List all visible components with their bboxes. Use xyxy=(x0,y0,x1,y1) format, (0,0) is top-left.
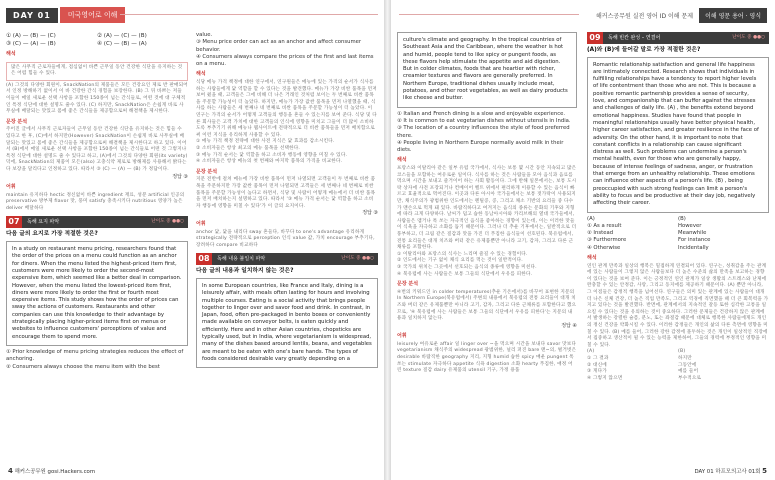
explain-body: 프랑스와 이탈리아 같은 일부 유럽 국가에서, 식사는 보통 몇 시간 동안 지속되고 많은 코스들을 포함하는 여유로운 일이다. 식사를 하는 것은 사람들을 모아 음식과 음료를 먹으며 시간을 보내고 즐거이어 하는 사회 활동이다. 그에 반해 일본에서는, 보통 도시락 상자에 사전 포장되거나 컨베이어 벨트 위에서 편리하게 이용할 수 있는 음식이 빠르고 효율적으로 먹어진다. 이곳과 다른 아시아 국가들에서는 보통 젓가락이 사용되지만, 채식주의가 광범위한 인도에서는 렌틸콩, 콩, 그리고 채소 기반의 요리들 중 다수가 맨손으로 먹게 돼 있다. 바람직하다고 여겨지는 음식의 종류는 문화의 기후와 지형에 따라 크게 다양하다. 날씨가 덥고 습한 동남아시아와 카리브해의 열대 국가들에서, 사람들은 맵거나 톡 쏘는 자극적인 음식을 좋아하는 경향이 있는데, 이는 이러한 맛들이 식욕을 자극하고 소화를 돕기 때문이다. 그러나 더 추운 기후에서는, 일반적으로 더 풍부하고, 더 크림 같은 질감과 맛을 가진 더 푸짐한 음식들이 선호된다. 북유럽에서, 전통 요리들은 대개 치즈와 버터 같은 유제품뿐만 아니라 고기, 감자, 그리고 다른 근채류를 포함한다. xyxy=(397,166,577,251)
top-options xyxy=(6,32,188,48)
explain-label: 해석 xyxy=(397,157,407,164)
question-bar xyxy=(587,32,769,44)
option: ② Consumers always choose the menu item with the best xyxy=(6,363,160,370)
footer-text: 해커스공무원 gosi.Hackers.com xyxy=(14,469,96,475)
explain-list xyxy=(196,139,378,165)
question-text: (A)와 (B)에 들어갈 말로 가장 적절한 것은? xyxy=(587,47,701,53)
header-rule xyxy=(399,14,579,15)
page-number: 5 xyxy=(762,467,767,475)
analysis-body: ④번의 키워드인 in colder temperatures(추운 기온에서)를 바꾸어 표현한 지문의 In Northern Europe(북유럽에서) 주변의 내용에서 북유럽의 전통 요리들이 대개 치즈와 버터 같은 유제품뿐만 아니라 고기, 감자, 그리고 다른 근채류를 포함한다고 했으므로, '④ 북유럽에 사는 사람들은 보통 그들의 식단에서 우유를 피한다'는 지문의 내용과 일치하지 않는다. xyxy=(397,289,577,322)
explain-cell: ③ 게다가 xyxy=(587,369,607,375)
option: ③ (C) — (A) — (B) xyxy=(6,41,56,47)
option: ② Instead xyxy=(587,230,614,237)
difficulty: 난이도 중 ●●○ xyxy=(151,216,188,228)
explain-cell: ② 대신에 xyxy=(587,362,607,368)
left-page xyxy=(0,0,384,480)
explain-cell: 하지만 xyxy=(678,355,692,361)
passage-continued: culture's climate and geography. In the tropical countries of Southeast Asia and the Caribbean, where the weather is hot and humid, people tend to like spicy or pungent foods, as these flavors help stimulate the appetite and aid digestion. But in colder climates, foods that are heartier with richer, creamier textures and flavors are generally preferred. In Northern Europe, traditional dishes usually include meat, potatoes, and other root vegetables, as well as dairy products like cheese and butter. xyxy=(397,32,577,108)
option-header: (A) xyxy=(587,215,595,222)
vocab-label: 어휘 xyxy=(397,333,407,340)
vocab-label: 어휘 xyxy=(196,220,206,227)
explain-item: ② 인도에서는 기구 없이 채식 요리를 먹는 것이 일반적이다. xyxy=(397,258,523,264)
right-header xyxy=(596,6,767,24)
section-badge: 미국영어로 이해 xyxy=(60,7,126,23)
analysis-body: 주어진 글에서 사무직 근로자들이 근무일 동안 건강한 식단을 유지하는 것은 힘들 수 있다고 한 후, (C)에서 하지만(However) SnackNation이 손쉽게 바로 사무실에 배달되는 맛있고 몸에 좋은 간식들을 제공함으로써 해결책을 제시한다고 하고 있다. 이어서 (B)에서 매일 새로운 선택 사항을 포함한 150종이 넘는 간식들로 어떤 것 그렇지나 특정 식단에 대한 설명도 줄 수 있다고 하고, (A)에서 그것의 다양한 회원(its variety) 덕에, SnackNation의 제품이 모든(also) 고충식약 제로로 방해제를 사용해서 밝다는다 보장을 달리다고 인정하고 있다. 따라서 ③ (C) — (A) — (B) 가 정답이다. xyxy=(6,127,188,172)
left-column-1 xyxy=(6,32,188,371)
option: ① Italian and French dining is a slow and enjoyable experience. xyxy=(397,110,566,117)
explain-item: ④ 북유럽에 사는 사람들은 보통 그들의 식단에서 우유를 피한다. xyxy=(397,271,533,277)
options-grid xyxy=(587,216,769,252)
explain-cell: ① 그 결과 xyxy=(587,355,609,361)
answer: 정답 ④ xyxy=(561,322,577,329)
left-column-2 xyxy=(196,32,378,368)
passage-box: In a study on restaurant menu pricing, researchers found that the order of the prices on a menu could function as an anchor for diners. When the menu listed the highest-priced item first, customers were more likely to order the second-most expensive item, which seemed like a better deal in comparison. However, when the menu listed the lowest-priced item first, diners were more likely to order the first or fourth most expensive items. This study shows how the order of prices can sway the actions of customers. Restaurants and other companies can use this knowledge to their advantage by strategically placing higher-priced items first on menus or websites to influence customers' perceptions of value and encourage them to spend more. xyxy=(6,241,188,346)
explain-item: ① 메뉴 가격 책정 전략에 대한 사전 지식은 닻 효과를 감소시킨다. xyxy=(196,139,335,145)
explain-label: 해석 xyxy=(196,71,206,78)
question-bar xyxy=(196,253,378,265)
day-badge: DAY 01 xyxy=(6,8,58,23)
analysis-label: 문장 분석 xyxy=(397,281,419,288)
right-column-1 xyxy=(397,32,577,375)
question-topic: 독해 내용 불일치 파악 xyxy=(212,253,341,265)
explain-item: ③ 국가의 위치는 그곳에서 선호되는 음식의 종류에 영향을 미친다. xyxy=(397,264,537,270)
question-number: 08 xyxy=(196,253,212,265)
question-number: 09 xyxy=(587,32,603,44)
option: ③ The location of a country influences the style of food preferred there. xyxy=(397,125,570,139)
option: value. xyxy=(196,32,213,38)
explain-item: ③ 메뉴 가격 순서는 닻 역할을 하고 소비자 행동에 영향을 미칠 수 있다. xyxy=(196,152,348,158)
question-number: 07 xyxy=(6,216,22,228)
option: ① (A) — (B) — (C) xyxy=(6,33,56,39)
header-section: 이해 영문 용어 · 영식 xyxy=(699,8,767,23)
vocab-list: leisurely 여유로운 affair 일 linger over ~을 먹으며 시간을 보내다 savor 맛보다 vegetarianism 채식주의 widespread 광범위한, 널리 퍼진 bare 맨~의, 벌거벗은 desirable 바람직한 geography 지리, 지형 humid 습한 spicy 매운 pungent 톡 쏘는 stimulate 자극하다 appetite 식욕 digestion 소화 hearty 푸짐한, 애정 어린 texture 질감 dairy 유제품의 utensil 기구, 가정 용품 xyxy=(397,341,577,374)
options-list xyxy=(6,349,188,371)
option: Meanwhile xyxy=(678,230,707,237)
analysis-body: 지문 전반에 걸쳐 메뉴에 가장 비싼 품목이 먼저 나열되면 고객들이 두 번째로 비싼 품목을 주문하지만 가장 값싼 품목이 먼저 나열되면 고객들은 세 번째나 네 번째로 비싼 품목을 주문할 가능성이 높다고 하면서, 식당 및 사람이 어떻게 메뉴에서 더 비싼 품목을 먼저 배치하는지 설명하고 있다. 따라서 '③ 메뉴 가격 순서는 닻 역할을 하고 소비자 행동에 영향을 미칠 수 있다'가 이 글의 요지이다. xyxy=(196,177,376,209)
question-text: 다음 글의 요지로 가장 적절한 것은? xyxy=(6,231,98,238)
explain-label: 해석 xyxy=(6,51,16,57)
explain-cell: ④ 그렇지 않으면 xyxy=(587,375,623,381)
option: ① Prior knowledge of menu pricing strategies reduces the effect of anchoring. xyxy=(6,348,184,363)
header-rule xyxy=(120,14,378,15)
option: ④ Otherwise xyxy=(587,244,621,251)
vocab-label: 어휘 xyxy=(6,184,16,191)
options-continued xyxy=(196,32,378,68)
passage-box: Romantic relationship satisfaction and general life happiness are intimately connected. Research shows that individuals in fulfilling relationships have a tendency to report higher levels of life contentment than those who are not. This is because a positive romantic partnership provides a sense of security, love, and companionship that can buffer against the stresses and challenges of daily life. (A) , the benefits extend beyond emotional happiness. Studies have found that people in meaningful relationships usually have better physical health, higher career satisfaction, and greater resilience in the face of adversity. On the other hand, it is important to note that constant conflicts in a relationship can cause significant distress as well. Such problems can undermine a person's mental health, even for those who are generally happy, because of intense feelings of sadness, anger, or frustration that emerge from an unhealthy relationship. These emotions can influence other aspects of a person's life. (B) , being preoccupied with such strong feelings can limit a person's ability to focus and be productive at their day job, negatively affecting their career. xyxy=(587,57,769,213)
page-number: 4 xyxy=(8,467,13,475)
vocab-list: anchor 닻, 닻을 내리다 sway 흔들다, 바꾸다 to one's advantage 유리하게 strategically 전략적으로 perception 인식 value 값, 가치 encourage 부추기다, 장려하다 compare 비교하다 xyxy=(196,229,375,248)
footer-text: DAY 01 하프모의고사 01회 xyxy=(694,469,761,475)
explain-cell: 예를 들어 xyxy=(678,369,699,375)
explain-item: ④ 소비자들은 항상 메뉴의 첫 번째와 마지막 품목의 가격을 비교한다. xyxy=(196,159,343,165)
passage-box: In some European countries, like France and Italy, dining is a leisurely affair, with meals often lasting for hours and involving multiple courses. Eating is a social activity that brings people together to linger over and savor food and drink. In contrast, in Japan, food, often pre-packaged in bento boxes or conveniently made available on conveyor belts, is eaten quickly and efficiently. Here and in other Asian countries, chopsticks are typically used, but in India, where vegetarianism is widespread, many of the dishes based around lentils, beans, and vegetables are meant to be eaten with one's bare hands. The types of foods considered desirable vary greatly depending on a xyxy=(196,278,378,368)
explain-item: ① 이탈리아와 프랑스의 식사는 느리며 즐길 수 있는 경험이다. xyxy=(397,251,528,257)
right-footer xyxy=(694,467,767,475)
option: ④ Consumers always compare the prices of the first and last items on a menu. xyxy=(196,53,374,68)
option-header: (B) xyxy=(678,215,686,222)
question-text: 다음 글의 내용과 일치하지 않는 것은? xyxy=(196,268,294,275)
explain-grid xyxy=(587,349,769,382)
difficulty: 난이도 중 ●●○ xyxy=(732,32,769,44)
option: However xyxy=(678,222,702,229)
right-page xyxy=(391,0,775,480)
explain-label: 해석 xyxy=(587,255,597,262)
header-subtitle: 해커스공무원 실전 영어 ID 이해 문제 xyxy=(596,12,694,20)
left-header xyxy=(6,6,125,24)
option: ② It is common to eat vegetarian dishes without utensils in India. xyxy=(397,117,571,124)
explain-list xyxy=(397,252,577,278)
difficulty: 난이도 중 ●●○ xyxy=(341,253,378,265)
answer: 정답 ③ xyxy=(172,173,188,180)
option: ① As a result xyxy=(587,222,622,229)
left-footer xyxy=(8,467,95,475)
option: ③ Furthermore xyxy=(587,237,627,244)
vocab-list: maintain 유지하다 hectic 정신없이 바쁜 ingredient 재료, 성분 artificial 인공의 preservative 방부제 flavor 맛, 풍미 satisfy 충족시키다 nutritious 영양가 높은 deliver 배달하다 xyxy=(6,192,185,211)
explain-cell: (B) xyxy=(678,349,686,355)
explain-body: (A) 그것의 다양한 회원이, SnackNation의 제품들은 모든 건강요인 제로 반 판매되어서 인정 방해하기 없이서 이 바 건강한 간식 경험을 보장한다. (B) 그 뒤 바쁘는 저들 이들이 매일 새로운 선택 사항을 포함한 150종이 넘는 간식들로, 어떤 것에 대 구체적인 특정 식단에 대한 설명도 줄수 있다. (C) 하지만, SnackNation은 손쉽게 바로 사무실에 배달되는 맛있고 몸에 좋은 간식들을 제공함으로써 해결책을 제시한다. xyxy=(6,82,188,115)
option: For instance xyxy=(678,237,711,244)
book-spine xyxy=(384,0,391,480)
explain-item: ② 소비자들은 항상 최고의 메뉴 품목을 선택한다. xyxy=(196,146,301,152)
option: ④ (C) — (B) — (A) xyxy=(97,41,147,47)
analysis-label: 문장 분석 xyxy=(196,168,218,175)
option: Incidentally xyxy=(678,244,709,251)
question-topic: 독해 빈칸 완성 – 연결어 xyxy=(603,32,732,44)
option: ② (A) — (C) — (B) xyxy=(97,33,147,39)
option: ④ People living in Northern Europe normally avoid milk in their diets. xyxy=(397,139,564,154)
explain-body: 식당 메뉴 가격 책정에 대한 연구에서, 연구원들은 메뉴에 있는 가격의 순서가 식사를 하는 사람들에게 닻 역할을 할 수 있다는 것을 발견했다. 메뉴가 가장 비싼 품목을 먼저 보여 줬을 때, 고객들은 그에 비해 더 나은 거래인 것처럼 보이는 두 번째로 비싼 품목을 주문할 가능성이 더 높았다. 하지만, 메뉴가 가장 값싼 품목을 먼저 나열했을 때, 식사를 하는 사람들은 세 번째나 네 번째로 비싼 품목을 주문할 가능성이 더 높았다. 이 연구는 가격의 순서가 어떻게 고객들의 행동을 흔들 수 있는지를 보여 준다. 식당 및 다른 회사들은 고객 가치에 대한 고객들의 인식에 영향을 미치고 그들이 더 많이 소비하도록 부추기기 위해 메뉴나 웹사이트에 전략적으로 더 비싼 품목들을 먼저 배치함으로써 이런 지식을 유리하게 사용할 수 있다. xyxy=(196,80,377,138)
question-bar xyxy=(6,216,188,228)
answer: 정답 ③ xyxy=(362,210,378,217)
right-column-2 xyxy=(587,32,769,382)
explain-cell: (A) xyxy=(587,349,595,355)
explain-box: 많은 사무직 근로자들에게, 점심없이 바쁜 근무일 동안 건강한 식단을 유지하는 것은 어렵 힘들 수 있다. xyxy=(6,62,188,81)
question-topic: 독해 요지 파악 xyxy=(22,216,151,228)
option: ③ Menu price order can act as an anchor and affect consumer behavior. xyxy=(196,39,362,53)
explain-body: 연인 관계 만족과 일상의 행복은 밀접하게 연결되어 있다. 연구는, 성취감을 주는 관계에 있는 사람들이 그렇지 않은 사람들보다 더 높은 수준의 삶의 만족을 보고하는 경향이 있다는 것을 보여 준다. 이는 긍정적인 연인 관계가 일상 생활의 스트레스와 난제에 완충할 수 있는 안정감, 사랑, 그리고 동지애를 제공하기 때문이다. (A) 뿐만 아니라, 그 이점들은 감정적 행복을 넘어선다. 연구들은 의미 있는 관계에 있는 사람들이 대개 더 나은 신체 건강, 더 높은 직업 만족도, 그리고 역경에 직면했을 때 더 큰 회복력을 가지고 있다는 것을 발견했다. 반면에, 관계에서의 지속적인 갈등 또한 심각한 고통을 일으킬 수 있다는 것을 유의하는 것이 중요하다. 그러한 문제들은 건강하지 않은 관계에서 발생하는 강렬한 슬픔, 분노, 또는 좌절감 때문에 대체로 행복한 사람들에게도 개인의 정신 건강을 약화시킬 수 있다. 이러한 감정들은 개인의 삶의 다른 측면에 영향을 미칠 수 있다. (B) 예를 들어, 그러한 강한 감정에 몰두하는 것은 개인이 일상적인 직장에서 집중하고 생산적이 될 수 있는 능력을 제한하여, 그들의 경력에 부정적인 영향을 미칠 수 있다. xyxy=(587,263,769,348)
explain-cell: 그동안에 xyxy=(678,362,697,368)
explain-cell: 부수적으로 xyxy=(678,375,702,381)
options-list xyxy=(397,111,577,155)
analysis-label: 문장 분석 xyxy=(6,118,28,125)
